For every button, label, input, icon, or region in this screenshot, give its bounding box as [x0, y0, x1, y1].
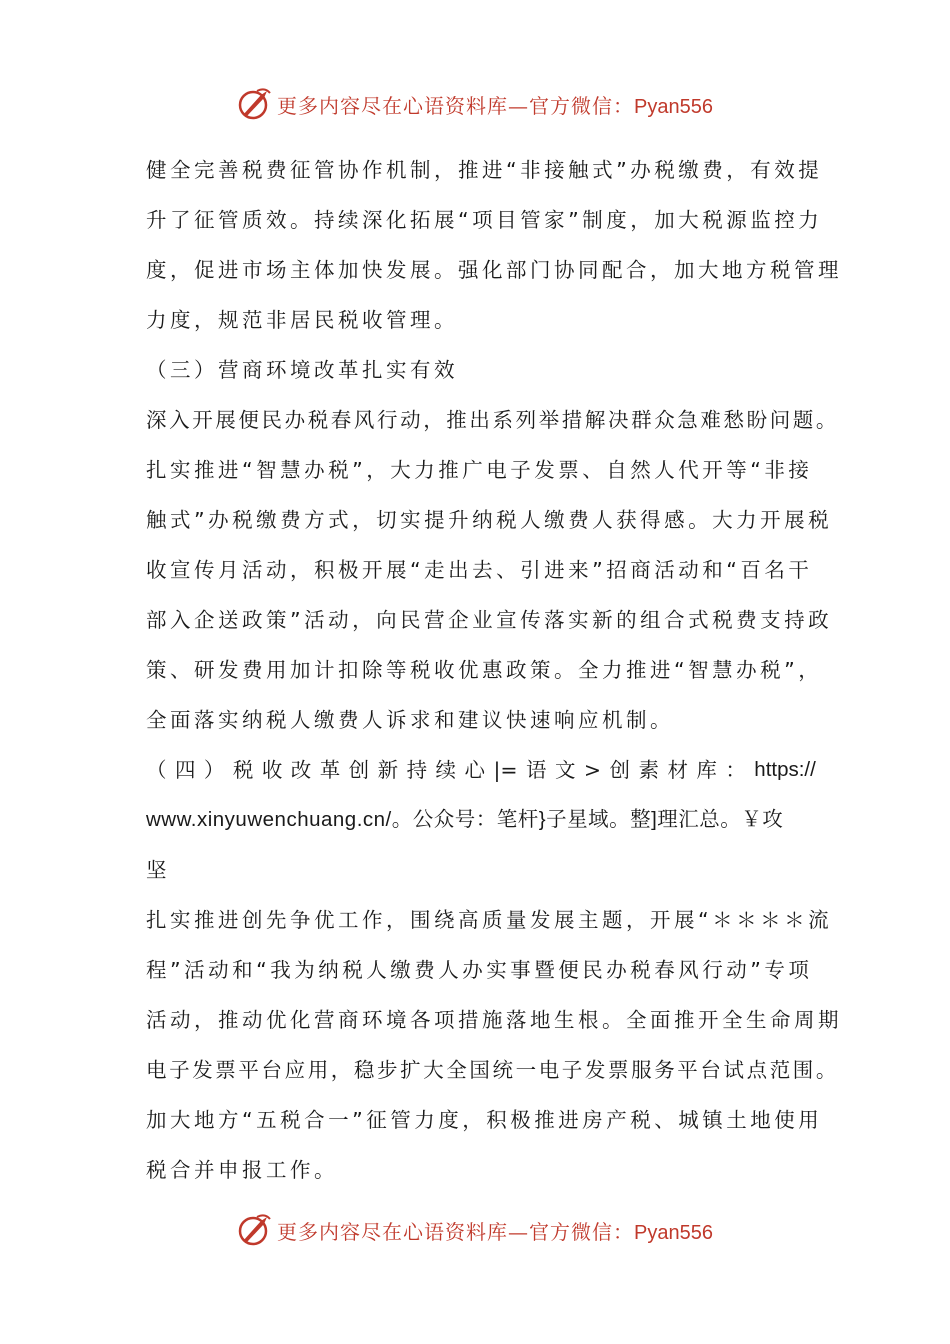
heading-char: |= — [493, 758, 518, 782]
text-line: 度，促进市场主体加快发展。强化部门协同配合，加大地方税管理 — [146, 258, 842, 282]
text-line: 坚 — [146, 858, 170, 882]
section-heading-3: （三）营商环境改革扎实有效 — [146, 358, 458, 382]
footer-banner — [0, 1210, 950, 1250]
text-line: 扎实推进创先争优工作，围绕高质量发展主题，开展“＊＊＊＊流 — [146, 908, 833, 932]
heading-char: 素 — [638, 758, 659, 782]
heading-char: （ — [146, 758, 167, 782]
heading-char: 心 — [464, 758, 485, 782]
heading-char: 四 — [174, 758, 196, 782]
heading-char: 创 — [609, 758, 631, 782]
heading-char: ： — [725, 758, 746, 782]
heading-char: 材 — [667, 758, 688, 782]
pen-logo-icon — [237, 1213, 273, 1247]
heading-char: 持 — [406, 758, 428, 782]
text-line: 活动，推动优化营商环境各项措施落地生根。全面推开全生命周期 — [146, 1008, 842, 1032]
text-line: 深入开展便民办税春风行动，推出系列举措解决群众急难愁盼问题。 — [146, 408, 839, 432]
header-banner — [0, 84, 950, 124]
heading-char: 收 — [261, 758, 283, 782]
text-line: 力度，规范非居民税收管理。 — [146, 308, 458, 332]
wechat-id: Pyan556 — [634, 1221, 713, 1244]
text-line: 税合并申报工作。 — [146, 1158, 338, 1182]
heading-char: ） — [203, 758, 225, 782]
pen-logo-icon — [237, 87, 273, 121]
text-line: 扎实推进“智慧办税”，大力推广电子发票、自然人代开等“非接 — [146, 458, 813, 482]
text-line-url: www.xinyuwenchuang.cn/。公众号：笔杆}子星域。整]理汇总。￥攻 — [146, 808, 784, 831]
section-heading-4 — [146, 750, 816, 800]
text-line: 升了征管质效。持续深化拓展“项目管家”制度，加大税源监控力 — [146, 208, 823, 232]
text-line: 电子发票平台应用，稳步扩大全国统一电子发票服务平台试点范围。 — [146, 1058, 839, 1082]
text-line: 部入企送政策”活动，向民营企业宣传落实新的组合式税费支持政 — [146, 608, 833, 632]
heading-char: 革 — [319, 758, 341, 782]
wechat-id: Pyan556 — [634, 95, 713, 118]
text-line: 健全完善税费征管协作机制，推进“非接触式”办税缴费，有效提 — [146, 158, 823, 182]
heading-char: 新 — [377, 758, 399, 782]
text-line: 程”活动和“我为纳税人缴费人办实事暨便民办税春风行动”专项 — [146, 958, 813, 982]
heading-char: 续 — [435, 758, 457, 782]
text-line: 全面落实纳税人缴费人诉求和建议快速响应机制。 — [146, 708, 674, 732]
heading-char: https:// — [754, 758, 816, 781]
heading-char: 语 — [525, 758, 547, 782]
text-line: 策、研发费用加计扣除等税收优惠政策。全力推进“智慧办税”， — [146, 658, 823, 682]
footer-banner-text: 更多内容尽在心语资料库—官方微信：Pyan556 — [277, 1219, 713, 1244]
heading-char: 创 — [348, 758, 370, 782]
heading-char: 库 — [696, 758, 717, 782]
text-line: 加大地方“五税合一”征管力度，积极推进房产税、城镇土地使用 — [146, 1108, 823, 1132]
document-body — [146, 150, 842, 1200]
header-banner-text: 更多内容尽在心语资料库—官方微信：Pyan556 — [277, 93, 713, 118]
heading-char: 税 — [232, 758, 254, 782]
heading-char: 文 — [554, 758, 576, 782]
text-line: 收宣传月活动，积极开展“走出去、引进来”招商活动和“百名干 — [146, 558, 813, 582]
heading-char: > — [583, 758, 602, 782]
heading-char: 改 — [290, 758, 312, 782]
text-line: 触式”办税缴费方式，切实提升纳税人缴费人获得感。大力开展税 — [146, 508, 833, 532]
